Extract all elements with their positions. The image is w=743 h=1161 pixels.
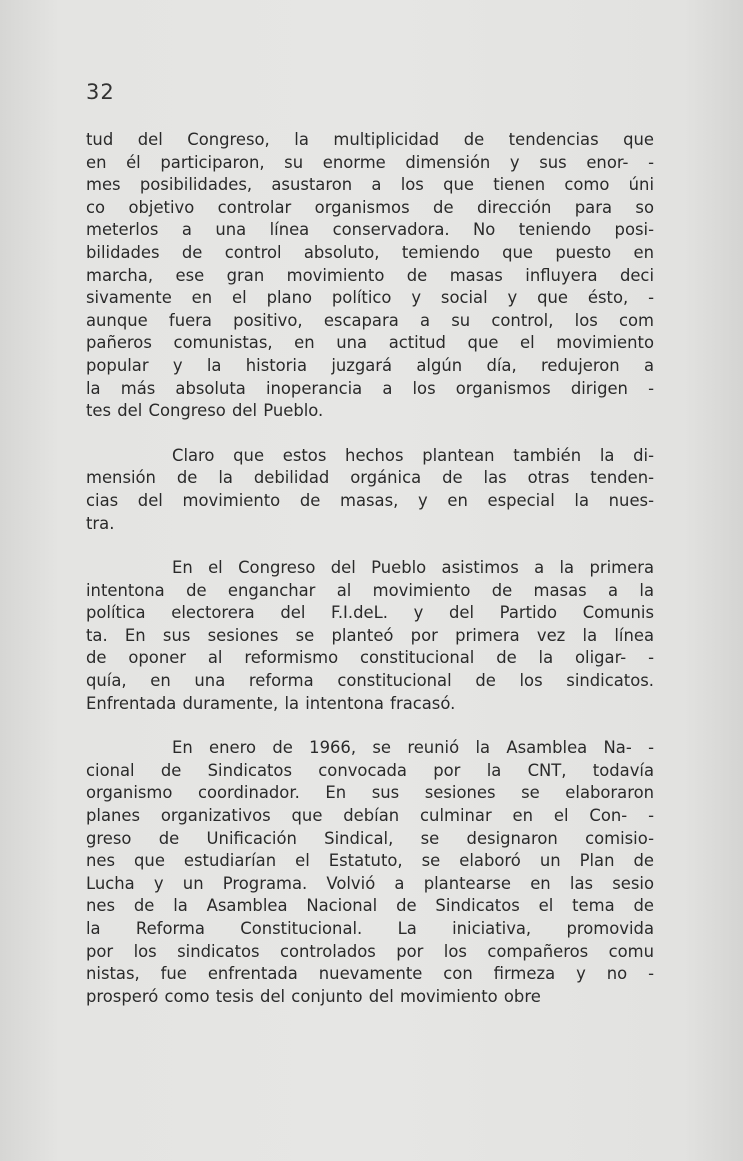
- text-line: nes de la Asamblea Nacional de Sindicatos el tema de: [86, 896, 654, 916]
- text-line: cional de Sindicatos convocada por la CNT, todavía: [86, 760, 654, 780]
- text-line: pañeros comunistas, en una actitud que el movimiento: [86, 333, 654, 353]
- text-line: tud del Congreso, la multiplicidad de tendencias que: [86, 130, 654, 149]
- paragraph: [86, 129, 654, 423]
- page-number: 32: [86, 80, 115, 104]
- text-line: la Reforma Constitucional. La iniciativa, promovida: [86, 919, 654, 938]
- text-line: nes que estudiarían el Estatuto, se elaboró un Plan de: [86, 851, 654, 871]
- text-line: aunque fuera positivo, escapara a su control, los com: [86, 310, 654, 330]
- paragraph-gap: [86, 715, 654, 737]
- text-line: marcha, ese gran movimiento de masas influyera deci: [86, 265, 654, 285]
- paragraph-gap: [86, 423, 654, 445]
- text-line: prosperó como tesis del conjunto del movimiento obre: [86, 986, 541, 1006]
- text-line: política electorera del F.I.deL. y del Partido Comunis: [86, 603, 654, 623]
- text-line: sivamente en el plano político y social y que ésto, -: [86, 288, 654, 308]
- text-line: de oponer al reformismo constitucional de la oligar- -: [86, 648, 654, 668]
- text-line: cias del movimiento de masas, y en especial la nues-: [86, 490, 654, 510]
- paragraph: [86, 557, 654, 715]
- paragraph: [86, 445, 654, 535]
- paragraph: [86, 737, 654, 1008]
- text-line: popular y la historia juzgará algún día, redujeron a: [86, 355, 654, 375]
- body-text: [86, 129, 654, 1008]
- text-line: ta. En sus sesiones se planteó por primera vez la línea: [86, 625, 654, 645]
- text-line: En enero de 1966, se reunió la Asamblea Na- -: [172, 738, 654, 758]
- text-line: mensión de la debilidad orgánica de las otras tenden-: [86, 468, 654, 488]
- text-line: En el Congreso del Pueblo asistimos a la primera: [172, 558, 654, 578]
- text-line: planes organizativos que debían culminar en el Con- -: [86, 806, 654, 826]
- text-line: bilidades de control absoluto, temiendo que puesto en: [86, 242, 654, 262]
- text-line: nistas, fue enfrentada nuevamente con firmeza y no -: [86, 964, 654, 984]
- text-line: co objetivo controlar organismos de dirección para so: [86, 197, 654, 217]
- text-line: organismo coordinador. En sus sesiones se elaboraron: [86, 783, 654, 803]
- text-line: meterlos a una línea conservadora. No teniendo posi-: [86, 220, 654, 240]
- text-line: tes del Congreso del Pueblo.: [86, 401, 324, 421]
- text-line: Enfrentada duramente, la intentona fracasó.: [86, 693, 456, 713]
- text-line: la más absoluta inoperancia a los organismos dirigen -: [86, 378, 654, 398]
- text-line: greso de Unificación Sindical, se designaron comisio-: [86, 828, 654, 848]
- text-line: en él participaron, su enorme dimensión y sus enor- -: [86, 152, 654, 172]
- text-line: tra.: [86, 513, 115, 533]
- paragraph-gap: [86, 535, 654, 557]
- text-line: mes posibilidades, asustaron a los que tienen como úni: [86, 175, 654, 195]
- text-line: por los sindicatos controlados por los compañeros comu: [86, 941, 654, 961]
- text-line: intentona de enganchar al movimiento de masas a la: [86, 580, 654, 600]
- text-line: quía, en una reforma constitucional de los sindicatos.: [86, 671, 654, 691]
- text-line: Lucha y un Programa. Volvió a plantearse en las sesio: [86, 873, 654, 893]
- text-line: Claro que estos hechos plantean también la di-: [172, 445, 654, 465]
